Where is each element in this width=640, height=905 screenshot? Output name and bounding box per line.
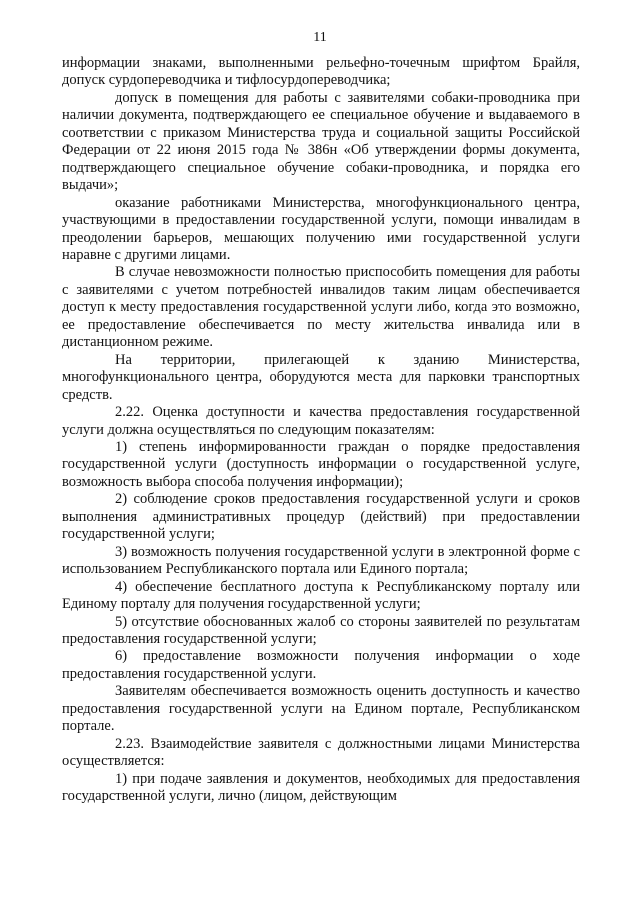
indicator-item-5: 5) отсутствие обоснованных жалоб со стороны заявителей по результатам предоставления государственной услуги; xyxy=(62,613,580,647)
indicator-item-6: 6) предоставление возможности получения информации о ходе предоставления государственной услуги. xyxy=(62,648,580,682)
section-2-23-heading: 2.23. Взаимодействие заявителя с должностными лицами Министерства осуществляется: xyxy=(62,735,580,770)
page-number: 11 xyxy=(313,30,327,45)
paragraph-service-evaluation: Заявителям обеспечивается возможность оценить доступность и качество предоставления государственной услуги на Едином портале, Республиканском портале. xyxy=(62,683,580,735)
paragraph-braille-sign-language: информации знаками, выполненными рельефно-точечным шрифтом Брайля, допуск сурдопереводчика и тифлосурдопереводчика; xyxy=(62,55,580,89)
indicator-item-2: 2) соблюдение сроков предоставления государственной услуги и сроков выполнения административных процедур (действий) при предоставлении государственной услуги; xyxy=(62,491,580,543)
document-body xyxy=(62,55,580,805)
paragraph-staff-assistance: оказание работниками Министерства, многофункционального центра, участвующими в предоставлении государственной услуги, помощи инвалидам в преодолении барьеров, мешающих получению ими государственной услуги наравне с другими лицами. xyxy=(62,194,580,263)
indicator-item-3: 3) возможность получения государственной услуги в электронной форме с использованием Республиканского портала или Единого портала; xyxy=(62,543,580,578)
paragraph-guide-dog-access: допуск в помещения для работы с заявителями собаки-проводника при наличии документа, подтверждающего ее специальное обучение и выдаваемого в соответствии с приказом Министерства труда и социальной защиты Российской Федерации от 22 июня 2015 года № 386н «Об утверждении формы документа, подтверждающего специальное обучение собаки-проводника, и порядка его выдачи»; xyxy=(62,89,580,194)
indicator-item-4: 4) обеспечение бесплатного доступа к Республиканскому порталу или Единому порталу для получения государственной услуги; xyxy=(62,578,580,613)
section-2-22-heading: 2.22. Оценка доступности и качества предоставления государственной услуги должна осуществляться по следующим показателям: xyxy=(62,404,580,438)
paragraph-remote-service: В случае невозможности полностью приспособить помещения для работы с заявителями с учетом потребностей инвалидов таким лицам обеспечивается доступ к месту предоставления государственной услуги либо, когда это возможно, ее предоставление обеспечивается по месту жительства инвалида или в дистанционном режиме. xyxy=(62,264,580,351)
interaction-item-1: 1) при подаче заявления и документов, необходимых для предоставления государственной услуги, лично (лицом, действующим xyxy=(62,770,580,805)
paragraph-parking: На территории, прилегающей к зданию Министерства, многофункционального центра, оборудуются места для парковки транспортных средств. xyxy=(62,351,580,403)
indicator-item-1: 1) степень информированности граждан о порядке предоставления государственной услуги (доступность информации о государственной услуге, возможность выбора способа получения информации); xyxy=(62,438,580,490)
